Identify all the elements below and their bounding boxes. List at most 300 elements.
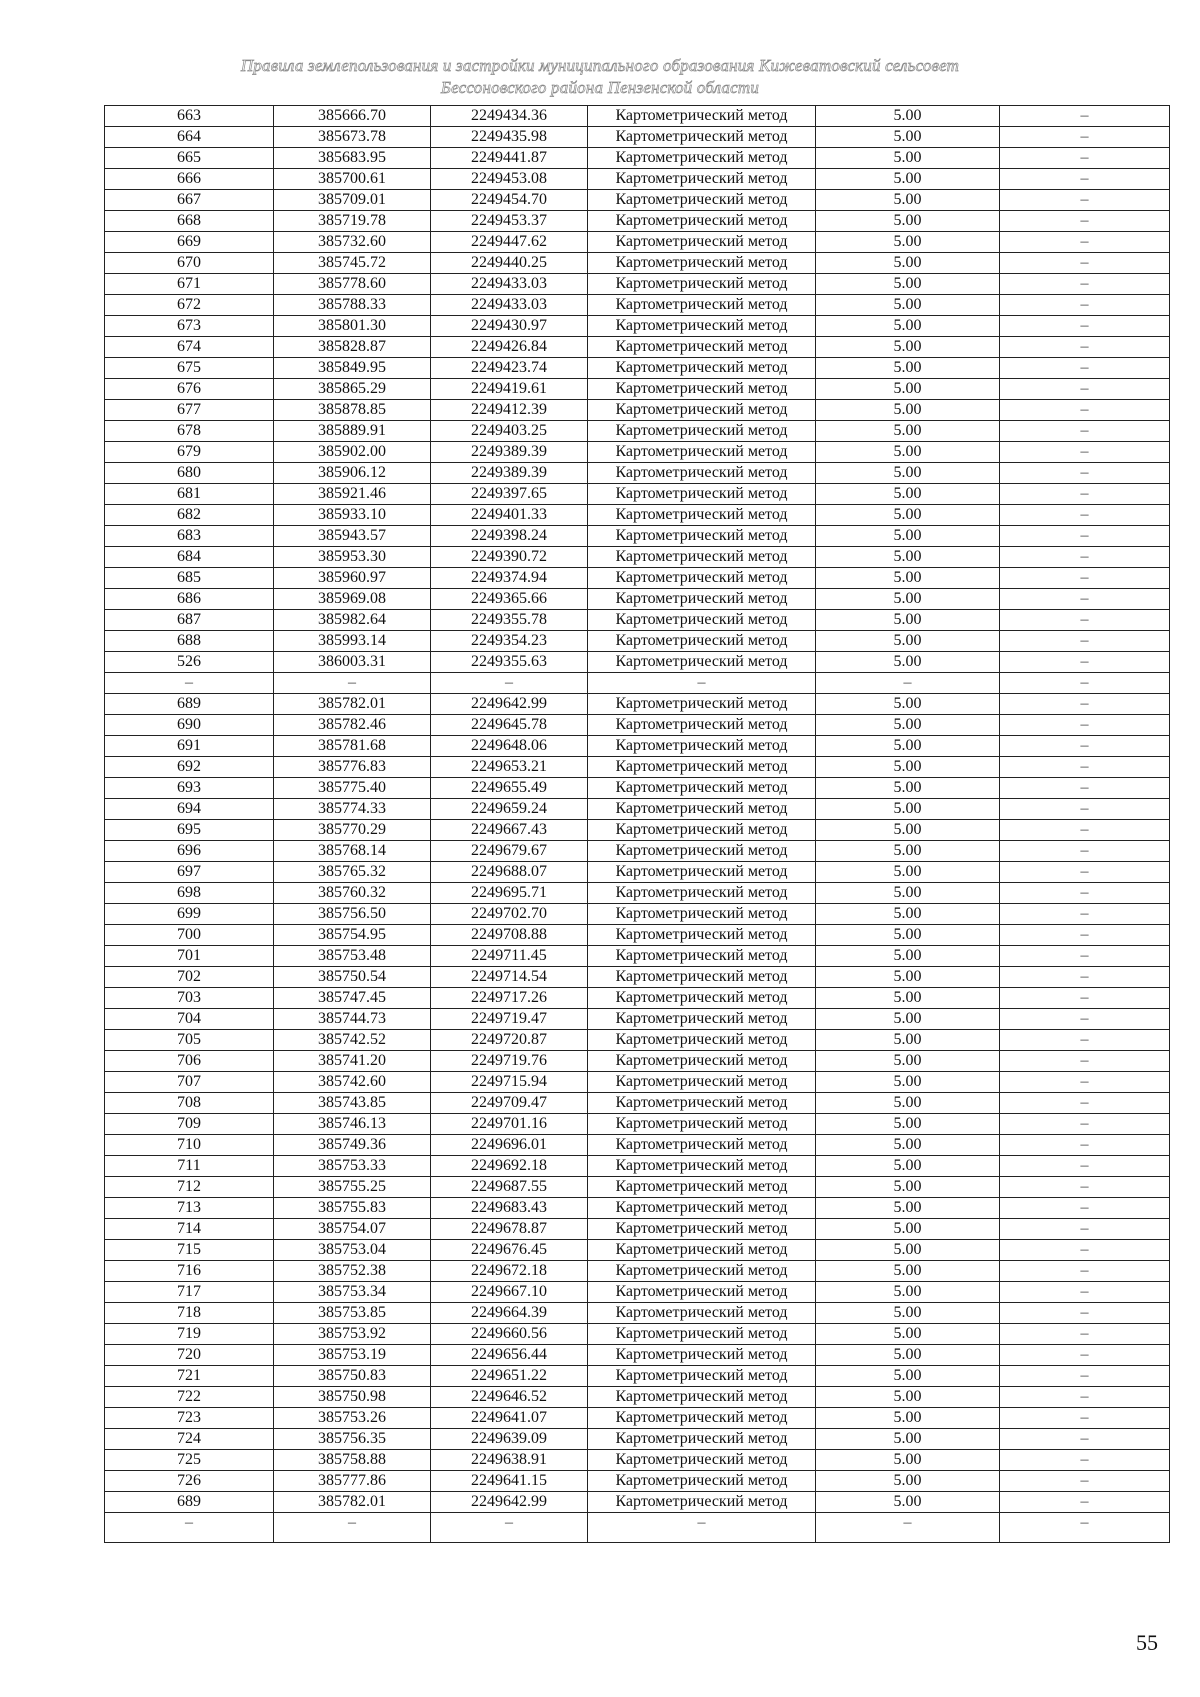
y-coordinate-cell: 2249412.39 [431, 400, 588, 421]
y-coordinate-cell: 2249688.07 [431, 862, 588, 883]
x-coordinate-cell: 385849.95 [274, 358, 431, 379]
point-number-cell: 681 [105, 484, 274, 505]
x-coordinate-cell: 385753.85 [274, 1303, 431, 1324]
x-coordinate-cell: 385993.14 [274, 631, 431, 652]
point-number-cell: 526 [105, 652, 274, 673]
description-cell: – [1000, 1324, 1170, 1345]
accuracy-cell: 5.00 [816, 736, 1000, 757]
method-cell: – [588, 673, 816, 694]
accuracy-cell: 5.00 [816, 1303, 1000, 1324]
table-row [105, 1408, 1170, 1429]
x-coordinate-cell: 385960.97 [274, 568, 431, 589]
table-row [105, 1429, 1170, 1450]
table-row [105, 295, 1170, 316]
accuracy-cell: 5.00 [816, 526, 1000, 547]
table-row [105, 505, 1170, 526]
x-coordinate-cell: 385753.04 [274, 1240, 431, 1261]
y-coordinate-cell: 2249434.36 [431, 106, 588, 127]
method-cell: Картометрический метод [588, 190, 816, 211]
table-row [105, 1009, 1170, 1030]
y-coordinate-cell: 2249701.16 [431, 1114, 588, 1135]
accuracy-cell: 5.00 [816, 1324, 1000, 1345]
running-header [0, 55, 1200, 99]
method-cell: Картометрический метод [588, 442, 816, 463]
y-coordinate-cell: 2249709.47 [431, 1093, 588, 1114]
method-cell: Картометрический метод [588, 757, 816, 778]
x-coordinate-cell: 385921.46 [274, 484, 431, 505]
point-number-cell: 687 [105, 610, 274, 631]
y-coordinate-cell: 2249648.06 [431, 736, 588, 757]
description-cell: – [1000, 820, 1170, 841]
y-coordinate-cell: 2249390.72 [431, 547, 588, 568]
y-coordinate-cell: 2249641.07 [431, 1408, 588, 1429]
accuracy-cell: 5.00 [816, 1093, 1000, 1114]
accuracy-cell: 5.00 [816, 1240, 1000, 1261]
point-number-cell: 723 [105, 1408, 274, 1429]
accuracy-cell: 5.00 [816, 1345, 1000, 1366]
description-cell: – [1000, 1345, 1170, 1366]
y-coordinate-cell: 2249365.66 [431, 589, 588, 610]
accuracy-cell: 5.00 [816, 610, 1000, 631]
description-cell: – [1000, 1114, 1170, 1135]
description-cell: – [1000, 190, 1170, 211]
point-number-cell: 685 [105, 568, 274, 589]
accuracy-cell: 5.00 [816, 1261, 1000, 1282]
point-number-cell: 699 [105, 904, 274, 925]
method-cell: Картометрический метод [588, 1261, 816, 1282]
method-cell: Картометрический метод [588, 1408, 816, 1429]
point-number-cell: 714 [105, 1219, 274, 1240]
y-coordinate-cell: 2249676.45 [431, 1240, 588, 1261]
description-cell: – [1000, 1366, 1170, 1387]
point-number-cell: 669 [105, 232, 274, 253]
y-coordinate-cell: 2249401.33 [431, 505, 588, 526]
point-number-cell: 665 [105, 148, 274, 169]
x-coordinate-cell: 385683.95 [274, 148, 431, 169]
x-coordinate-cell: 385765.32 [274, 862, 431, 883]
accuracy-cell: 5.00 [816, 232, 1000, 253]
x-coordinate-cell: 385755.83 [274, 1198, 431, 1219]
table-row [105, 127, 1170, 148]
description-cell: – [1000, 148, 1170, 169]
point-number-cell: 690 [105, 715, 274, 736]
table-row [105, 1135, 1170, 1156]
description-cell: – [1000, 1492, 1170, 1513]
table-row [105, 1387, 1170, 1408]
table-row [105, 715, 1170, 736]
method-cell: Картометрический метод [588, 274, 816, 295]
accuracy-cell: 5.00 [816, 253, 1000, 274]
accuracy-cell: 5.00 [816, 862, 1000, 883]
y-coordinate-cell: 2249683.43 [431, 1198, 588, 1219]
method-cell: Картометрический метод [588, 1198, 816, 1219]
method-cell: Картометрический метод [588, 1429, 816, 1450]
method-cell: Картометрический метод [588, 316, 816, 337]
x-coordinate-cell: 385889.91 [274, 421, 431, 442]
accuracy-cell: 5.00 [816, 778, 1000, 799]
description-cell: – [1000, 169, 1170, 190]
accuracy-cell: 5.00 [816, 127, 1000, 148]
x-coordinate-cell: 385953.30 [274, 547, 431, 568]
point-number-cell: 682 [105, 505, 274, 526]
description-cell: – [1000, 1408, 1170, 1429]
point-number-cell: 674 [105, 337, 274, 358]
point-number-cell: 672 [105, 295, 274, 316]
description-cell: – [1000, 1429, 1170, 1450]
description-cell: – [1000, 1282, 1170, 1303]
accuracy-cell: 5.00 [816, 358, 1000, 379]
accuracy-cell: 5.00 [816, 1471, 1000, 1492]
point-number-cell: 725 [105, 1450, 274, 1471]
accuracy-cell: 5.00 [816, 715, 1000, 736]
description-cell: – [1000, 736, 1170, 757]
description-cell: – [1000, 505, 1170, 526]
point-number-cell: 702 [105, 967, 274, 988]
method-cell: Картометрический метод [588, 694, 816, 715]
y-coordinate-cell: 2249660.56 [431, 1324, 588, 1345]
point-number-cell: 709 [105, 1114, 274, 1135]
method-cell: Картометрический метод [588, 589, 816, 610]
point-number-cell: 673 [105, 316, 274, 337]
description-cell: – [1000, 1156, 1170, 1177]
point-number-cell: 675 [105, 358, 274, 379]
accuracy-cell: 5.00 [816, 316, 1000, 337]
table-row [105, 1198, 1170, 1219]
y-coordinate-cell: 2249715.94 [431, 1072, 588, 1093]
description-cell: – [1000, 379, 1170, 400]
y-coordinate-cell: 2249687.55 [431, 1177, 588, 1198]
point-number-cell: 720 [105, 1345, 274, 1366]
table-row [105, 883, 1170, 904]
description-cell: – [1000, 1219, 1170, 1240]
description-cell: – [1000, 841, 1170, 862]
table-row [105, 1492, 1170, 1513]
description-cell: – [1000, 337, 1170, 358]
y-coordinate-cell: 2249355.63 [431, 652, 588, 673]
method-cell: Картометрический метод [588, 547, 816, 568]
table-row [105, 1030, 1170, 1051]
method-cell: Картометрический метод [588, 1072, 816, 1093]
table-row [105, 526, 1170, 547]
method-cell: Картометрический метод [588, 841, 816, 862]
description-cell: – [1000, 1198, 1170, 1219]
table-row [105, 1093, 1170, 1114]
y-coordinate-cell: 2249453.08 [431, 169, 588, 190]
y-coordinate-cell: 2249638.91 [431, 1450, 588, 1471]
point-number-cell: 668 [105, 211, 274, 232]
description-cell: – [1000, 232, 1170, 253]
y-coordinate-cell: 2249639.09 [431, 1429, 588, 1450]
table-row [105, 484, 1170, 505]
point-number-cell: – [105, 1513, 274, 1543]
accuracy-cell: 5.00 [816, 169, 1000, 190]
description-cell: – [1000, 589, 1170, 610]
table-row [105, 799, 1170, 820]
table-row [105, 1240, 1170, 1261]
y-coordinate-cell: 2249708.88 [431, 925, 588, 946]
x-coordinate-cell: 385969.08 [274, 589, 431, 610]
y-coordinate-cell: 2249646.52 [431, 1387, 588, 1408]
description-cell: – [1000, 925, 1170, 946]
method-cell: Картометрический метод [588, 484, 816, 505]
method-cell: Картометрический метод [588, 463, 816, 484]
description-cell: – [1000, 799, 1170, 820]
table-row [105, 1156, 1170, 1177]
table-row [105, 169, 1170, 190]
method-cell: Картометрический метод [588, 862, 816, 883]
accuracy-cell: 5.00 [816, 1198, 1000, 1219]
method-cell: Картометрический метод [588, 1030, 816, 1051]
x-coordinate-cell: 385770.29 [274, 820, 431, 841]
table-row [105, 1072, 1170, 1093]
accuracy-cell: 5.00 [816, 631, 1000, 652]
description-cell: – [1000, 610, 1170, 631]
accuracy-cell: 5.00 [816, 757, 1000, 778]
accuracy-cell: 5.00 [816, 589, 1000, 610]
description-cell: – [1000, 946, 1170, 967]
point-number-cell: 715 [105, 1240, 274, 1261]
y-coordinate-cell: 2249433.03 [431, 295, 588, 316]
method-cell: Картометрический метод [588, 736, 816, 757]
accuracy-cell: 5.00 [816, 211, 1000, 232]
description-cell: – [1000, 316, 1170, 337]
table-row [105, 211, 1170, 232]
method-cell: Картометрический метод [588, 568, 816, 589]
method-cell: Картометрический метод [588, 1471, 816, 1492]
method-cell: Картометрический метод [588, 400, 816, 421]
y-coordinate-cell: 2249441.87 [431, 148, 588, 169]
y-coordinate-cell: 2249719.47 [431, 1009, 588, 1030]
x-coordinate-cell: 385782.46 [274, 715, 431, 736]
x-coordinate-cell: 385933.10 [274, 505, 431, 526]
y-coordinate-cell: 2249664.39 [431, 1303, 588, 1324]
table-row [105, 148, 1170, 169]
y-coordinate-cell: 2249403.25 [431, 421, 588, 442]
y-coordinate-cell: 2249397.65 [431, 484, 588, 505]
y-coordinate-cell: 2249430.97 [431, 316, 588, 337]
table-row [105, 274, 1170, 295]
accuracy-cell: 5.00 [816, 841, 1000, 862]
accuracy-cell: 5.00 [816, 505, 1000, 526]
point-number-cell: 721 [105, 1366, 274, 1387]
accuracy-cell: 5.00 [816, 1156, 1000, 1177]
x-coordinate-cell: 385865.29 [274, 379, 431, 400]
description-cell: – [1000, 526, 1170, 547]
accuracy-cell: 5.00 [816, 1408, 1000, 1429]
table-row [105, 673, 1170, 694]
table-row [105, 652, 1170, 673]
accuracy-cell: 5.00 [816, 1429, 1000, 1450]
description-cell: – [1000, 652, 1170, 673]
table-row [105, 1513, 1170, 1543]
accuracy-cell: 5.00 [816, 1051, 1000, 1072]
x-coordinate-cell: 385788.33 [274, 295, 431, 316]
x-coordinate-cell: 385742.52 [274, 1030, 431, 1051]
description-cell: – [1000, 1177, 1170, 1198]
description-cell: – [1000, 778, 1170, 799]
method-cell: Картометрический метод [588, 904, 816, 925]
table-row [105, 1366, 1170, 1387]
x-coordinate-cell: 385753.33 [274, 1156, 431, 1177]
table-row [105, 757, 1170, 778]
x-coordinate-cell: 385746.13 [274, 1114, 431, 1135]
accuracy-cell: 5.00 [816, 988, 1000, 1009]
accuracy-cell: 5.00 [816, 484, 1000, 505]
accuracy-cell: 5.00 [816, 337, 1000, 358]
description-cell: – [1000, 967, 1170, 988]
point-number-cell: 706 [105, 1051, 274, 1072]
x-coordinate-cell: 385753.19 [274, 1345, 431, 1366]
point-number-cell: 663 [105, 106, 274, 127]
method-cell: Картометрический метод [588, 1093, 816, 1114]
method-cell: Картометрический метод [588, 295, 816, 316]
point-number-cell: 710 [105, 1135, 274, 1156]
x-coordinate-cell: 385878.85 [274, 400, 431, 421]
table-row [105, 610, 1170, 631]
x-coordinate-cell: 385750.98 [274, 1387, 431, 1408]
point-number-cell: 680 [105, 463, 274, 484]
header-line-1: Правила землепользования и застройки муниципального образования Кижеватовский сельсовет [240, 56, 960, 75]
y-coordinate-cell: 2249659.24 [431, 799, 588, 820]
x-coordinate-cell: 385753.92 [274, 1324, 431, 1345]
table-row [105, 379, 1170, 400]
method-cell: Картометрический метод [588, 1156, 816, 1177]
method-cell: Картометрический метод [588, 1219, 816, 1240]
x-coordinate-cell: 385750.54 [274, 967, 431, 988]
x-coordinate-cell: 385828.87 [274, 337, 431, 358]
y-coordinate-cell: 2249655.49 [431, 778, 588, 799]
table-row [105, 1303, 1170, 1324]
y-coordinate-cell: 2249454.70 [431, 190, 588, 211]
point-number-cell: 670 [105, 253, 274, 274]
y-coordinate-cell: 2249398.24 [431, 526, 588, 547]
y-coordinate-cell: 2249696.01 [431, 1135, 588, 1156]
description-cell: – [1000, 1387, 1170, 1408]
method-cell: Картометрический метод [588, 883, 816, 904]
point-number-cell: 722 [105, 1387, 274, 1408]
accuracy-cell: 5.00 [816, 1177, 1000, 1198]
accuracy-cell: 5.00 [816, 1072, 1000, 1093]
point-number-cell: 686 [105, 589, 274, 610]
method-cell: Картометрический метод [588, 1303, 816, 1324]
description-cell: – [1000, 127, 1170, 148]
table-row [105, 904, 1170, 925]
accuracy-cell: 5.00 [816, 463, 1000, 484]
description-cell: – [1000, 757, 1170, 778]
point-number-cell: 667 [105, 190, 274, 211]
x-coordinate-cell: 385741.20 [274, 1051, 431, 1072]
description-cell: – [1000, 358, 1170, 379]
method-cell: Картометрический метод [588, 1135, 816, 1156]
table-row [105, 694, 1170, 715]
x-coordinate-cell: 386003.31 [274, 652, 431, 673]
method-cell: Картометрический метод [588, 358, 816, 379]
method-cell: Картометрический метод [588, 1345, 816, 1366]
y-coordinate-cell: 2249672.18 [431, 1261, 588, 1282]
accuracy-cell: 5.00 [816, 190, 1000, 211]
x-coordinate-cell: 385902.00 [274, 442, 431, 463]
table-row [105, 463, 1170, 484]
y-coordinate-cell: 2249354.23 [431, 631, 588, 652]
y-coordinate-cell: 2249435.98 [431, 127, 588, 148]
accuracy-cell: 5.00 [816, 1366, 1000, 1387]
x-coordinate-cell: 385749.36 [274, 1135, 431, 1156]
method-cell: – [588, 1513, 816, 1543]
x-coordinate-cell: – [274, 1513, 431, 1543]
y-coordinate-cell: 2249645.78 [431, 715, 588, 736]
table-row [105, 337, 1170, 358]
y-coordinate-cell: 2249702.70 [431, 904, 588, 925]
x-coordinate-cell: 385750.83 [274, 1366, 431, 1387]
table-row [105, 841, 1170, 862]
description-cell: – [1000, 1261, 1170, 1282]
accuracy-cell: 5.00 [816, 904, 1000, 925]
method-cell: Картометрический метод [588, 1450, 816, 1471]
y-coordinate-cell: – [431, 673, 588, 694]
y-coordinate-cell: 2249426.84 [431, 337, 588, 358]
x-coordinate-cell: – [274, 673, 431, 694]
table-row [105, 1219, 1170, 1240]
accuracy-cell: 5.00 [816, 820, 1000, 841]
point-number-cell: 679 [105, 442, 274, 463]
description-cell: – [1000, 883, 1170, 904]
accuracy-cell: 5.00 [816, 1387, 1000, 1408]
x-coordinate-cell: 385782.01 [274, 1492, 431, 1513]
x-coordinate-cell: 385774.33 [274, 799, 431, 820]
point-number-cell: 698 [105, 883, 274, 904]
y-coordinate-cell: – [431, 1513, 588, 1543]
table-row [105, 568, 1170, 589]
accuracy-cell: 5.00 [816, 1030, 1000, 1051]
description-cell: – [1000, 1135, 1170, 1156]
x-coordinate-cell: 385719.78 [274, 211, 431, 232]
description-cell: – [1000, 1450, 1170, 1471]
coordinates-table [104, 105, 1170, 1543]
point-number-cell: 692 [105, 757, 274, 778]
y-coordinate-cell: 2249389.39 [431, 463, 588, 484]
y-coordinate-cell: 2249667.43 [431, 820, 588, 841]
point-number-cell: 708 [105, 1093, 274, 1114]
y-coordinate-cell: 2249447.62 [431, 232, 588, 253]
description-cell: – [1000, 442, 1170, 463]
method-cell: Картометрический метод [588, 232, 816, 253]
table-row [105, 1261, 1170, 1282]
point-number-cell: 703 [105, 988, 274, 1009]
point-number-cell: 712 [105, 1177, 274, 1198]
method-cell: Картометрический метод [588, 1051, 816, 1072]
point-number-cell: 718 [105, 1303, 274, 1324]
accuracy-cell: 5.00 [816, 1009, 1000, 1030]
method-cell: Картометрический метод [588, 820, 816, 841]
x-coordinate-cell: 385758.88 [274, 1450, 431, 1471]
description-cell: – [1000, 568, 1170, 589]
y-coordinate-cell: 2249641.15 [431, 1471, 588, 1492]
table-row [105, 190, 1170, 211]
y-coordinate-cell: 2249667.10 [431, 1282, 588, 1303]
description-cell: – [1000, 1093, 1170, 1114]
description-cell: – [1000, 547, 1170, 568]
description-cell: – [1000, 484, 1170, 505]
accuracy-cell: 5.00 [816, 883, 1000, 904]
x-coordinate-cell: 385744.73 [274, 1009, 431, 1030]
point-number-cell: 697 [105, 862, 274, 883]
y-coordinate-cell: 2249642.99 [431, 1492, 588, 1513]
point-number-cell: – [105, 673, 274, 694]
method-cell: Картометрический метод [588, 1009, 816, 1030]
accuracy-cell: 5.00 [816, 652, 1000, 673]
x-coordinate-cell: 385700.61 [274, 169, 431, 190]
y-coordinate-cell: 2249678.87 [431, 1219, 588, 1240]
